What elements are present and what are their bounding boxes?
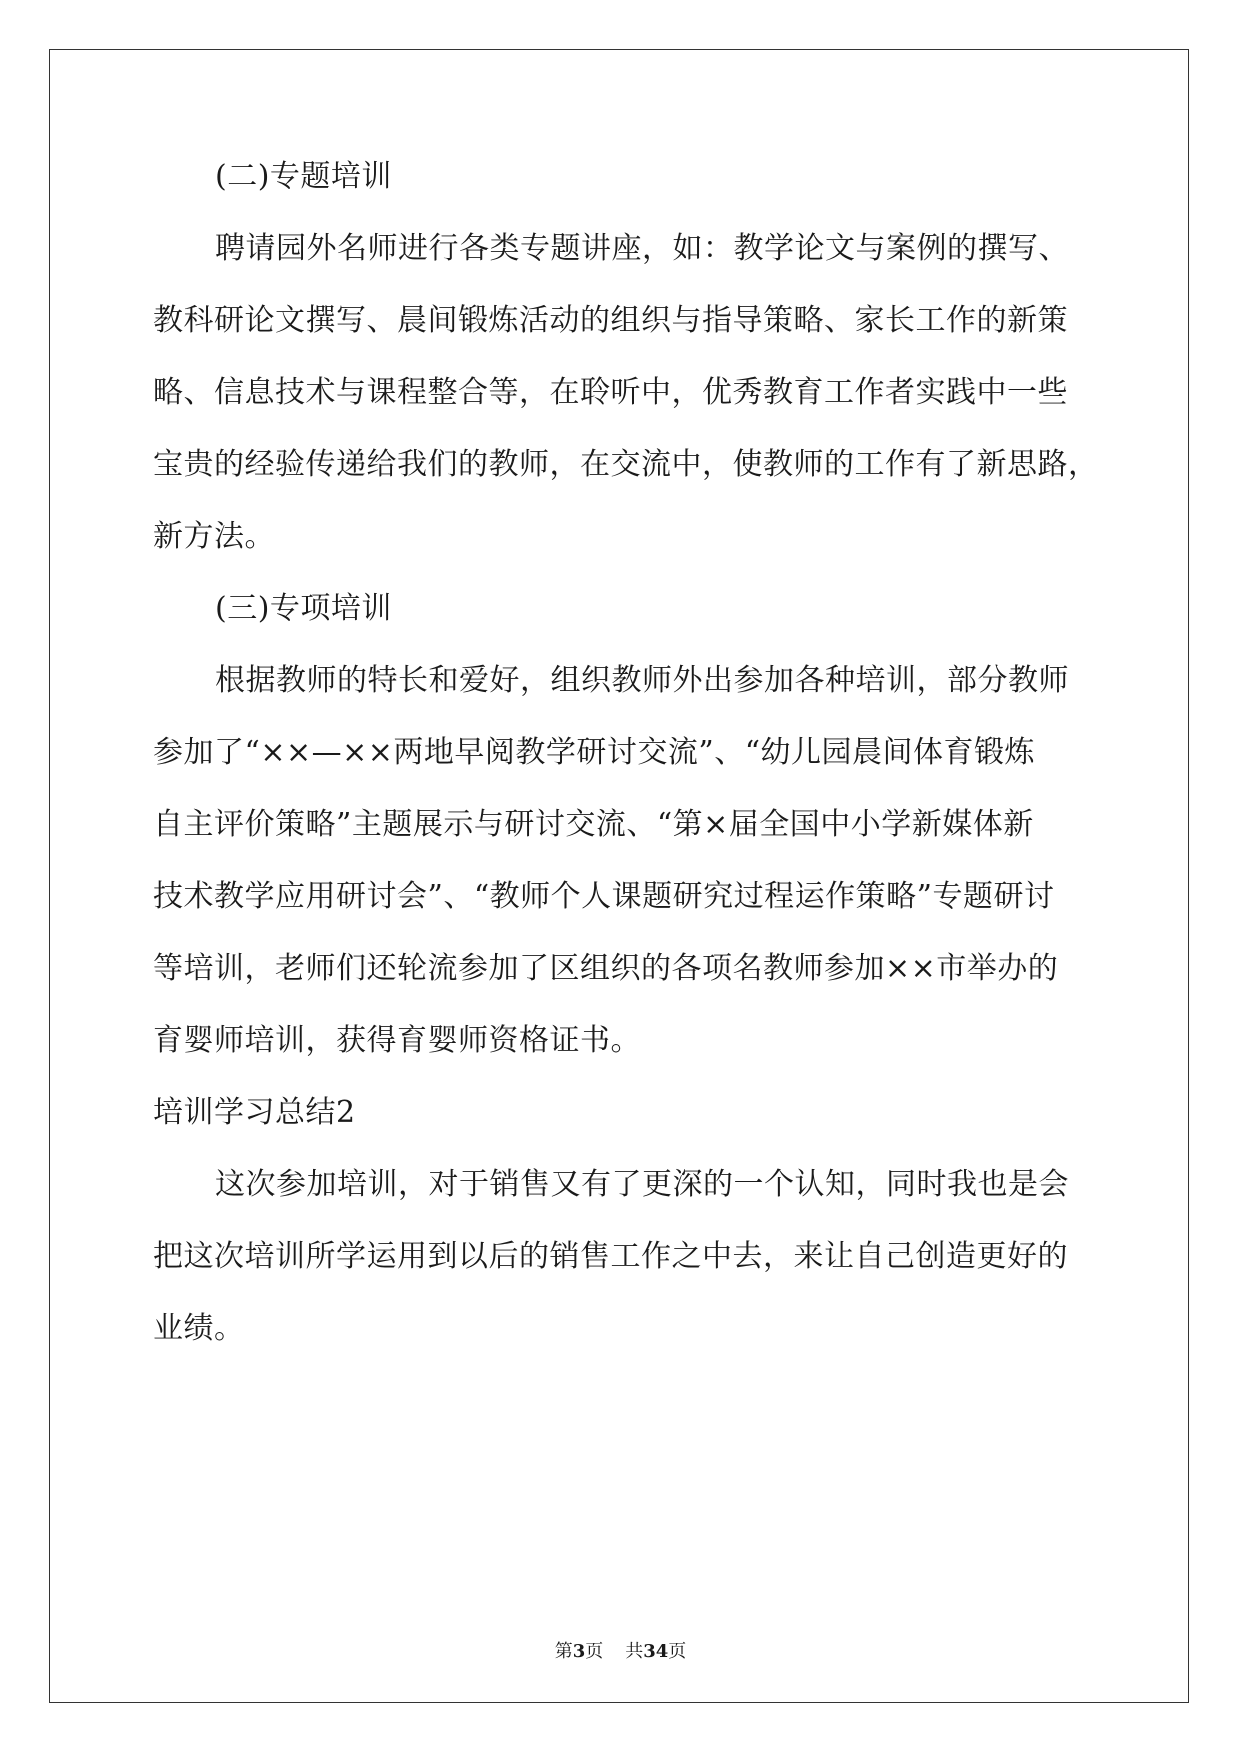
paragraph-line: 参加了“××—××两地早阅教学研讨交流”、“幼儿园晨间体育锻炼: [153, 735, 1036, 770]
section-heading-topic-training: (二)专题培训: [215, 159, 392, 194]
total-pages: 34: [643, 1641, 669, 1662]
paragraph-line: 宝贵的经验传递给我们的教师，在交流中，使教师的工作有了新思路，: [153, 447, 1099, 482]
page-prefix: 第: [554, 1641, 573, 1662]
paragraph-line: 等培训，老师们还轮流参加了区组织的各项名教师参加××市举办的: [153, 951, 1059, 986]
total-suffix: 页: [668, 1641, 687, 1662]
page-suffix: 页: [585, 1641, 604, 1662]
paragraph-line: 业绩。: [153, 1311, 245, 1346]
paragraph-line: 技术教学应用研讨会”、“教师个人课题研究过程运作策略”专题研讨: [153, 879, 1055, 914]
paragraph-line: 略、信息技术与课程整合等，在聆听中，优秀教育工作者实践中一些: [153, 375, 1068, 410]
section-heading-special-training: (三)专项培训: [215, 591, 392, 626]
section-title-summary-2: 培训学习总结2: [153, 1095, 356, 1130]
paragraph-line: 根据教师的特长和爱好，组织教师外出参加各种培训，部分教师: [215, 663, 1069, 698]
page-number: 3: [572, 1641, 586, 1662]
page-footer: [0, 1640, 1241, 1664]
paragraph-line: 自主评价策略”主题展示与研讨交流、“第×届全国中小学新媒体新: [153, 807, 1034, 842]
paragraph-line: 教科研论文撰写、晨间锻炼活动的组织与指导策略、家长工作的新策: [153, 303, 1068, 338]
paragraph-line: 聘请园外名师进行各类专题讲座，如：教学论文与案例的撰写、: [215, 231, 1069, 266]
paragraph-line: 育婴师培训，获得育婴师资格证书。: [153, 1023, 641, 1058]
page-border: [49, 49, 1189, 1703]
paragraph-line: 新方法。: [153, 519, 275, 554]
paragraph-line: 这次参加培训，对于销售又有了更深的一个认知，同时我也是会: [215, 1167, 1069, 1202]
paragraph-line: 把这次培训所学运用到以后的销售工作之中去，来让自己创造更好的: [153, 1239, 1068, 1274]
total-prefix: 共: [625, 1641, 644, 1662]
